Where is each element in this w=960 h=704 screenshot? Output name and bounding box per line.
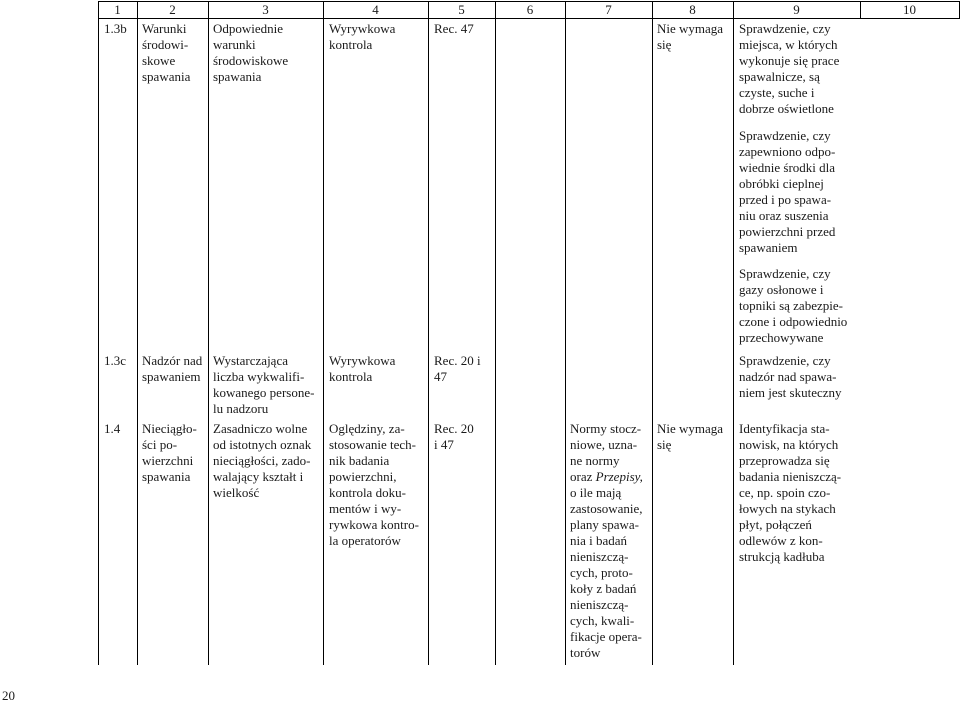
row-1-3b-tolerance: Nie wymaga się bbox=[657, 21, 724, 52]
row-1-3b-remark-2: Sprawdzenie, czy zapewniono odpo- wiednie środki dla obróbki cieplnej przed i po spawa- niu oraz suszenia powierzchni przed spawaniem bbox=[739, 128, 836, 255]
row-1-4-inspection: Oględziny, za- stosowanie tech- nik badania powierzchni, kontrola doku- mentów i wy- rywkowa kontro- la operatorów bbox=[329, 421, 419, 548]
col-border-8 bbox=[733, 1, 734, 665]
row-1-3b-inspection: Wyrywkowa kontrola bbox=[329, 21, 396, 52]
row-1-3c-item: Nadzór nad spawaniem bbox=[142, 353, 203, 384]
header-col-1: 1 bbox=[114, 2, 121, 17]
row-1-4-standards-part-a: Normy stocz- niowe, uzna- ne normy oraz bbox=[570, 421, 642, 484]
header-col-9: 9 bbox=[793, 2, 800, 17]
row-1-4-requirement: Zasadniczo wolne od istotnych oznak nieciągłości, zado- walający kształt i wielkość bbox=[213, 421, 312, 500]
row-1-3b-reference: Rec. 47 bbox=[434, 21, 474, 36]
row-1-3b-remark-1: Sprawdzenie, czy miejsca, w których wykonuje się prace spawalnicze, są czyste, suche i dobrze oświetlone bbox=[739, 21, 840, 116]
page-number: 20 bbox=[2, 688, 15, 703]
row-1-4-id: 1.4 bbox=[104, 421, 121, 436]
col-border-3 bbox=[323, 1, 324, 665]
header-col-5: 5 bbox=[458, 2, 465, 17]
row-1-4-remark: Identyfikacja sta- nowisk, na których przeprowadza się badania nieniszczą- ce, np. spoin czo- łowych na stykach płyt, połączeń odlewów z kon- strukcją kadłuba bbox=[739, 421, 842, 564]
header-col-8: 8 bbox=[689, 2, 696, 17]
row-1-4-standards-part-c: o ile mają zastosowanie, plany spawa- nia i badań nieniszczą- cych, proto- koły z badań nieniszczą- cych, kwali- fikacje opera- torów bbox=[570, 485, 643, 660]
row-1-3b-remark-3: Sprawdzenie, czy gazy osłonowe i topniki są zabezpie- czone i odpowiednio przechowywane bbox=[739, 266, 848, 345]
col-border-7 bbox=[652, 1, 653, 665]
row-1-3c-remark: Sprawdzenie, czy nadzór nad spawa- niem jest skuteczny bbox=[739, 353, 842, 400]
header-col-10: 10 bbox=[903, 2, 916, 17]
header-col-3: 3 bbox=[262, 2, 269, 17]
row-1-3c-inspection: Wyrywkowa kontrola bbox=[329, 353, 396, 384]
col-border-6 bbox=[565, 1, 566, 665]
col-border-0 bbox=[98, 1, 99, 665]
row-1-3c-reference: Rec. 20 i 47 bbox=[434, 353, 481, 384]
header-col-6: 6 bbox=[526, 2, 534, 17]
row-1-4-standards-part-b: Przepisy, bbox=[595, 469, 643, 484]
header-col-7: 7 bbox=[605, 2, 612, 17]
row-1-4-standards bbox=[570, 421, 643, 661]
row-1-4-reference: Rec. 20 i 47 bbox=[434, 421, 474, 452]
header-col-4: 4 bbox=[372, 2, 379, 17]
row-1-3b-id: 1.3b bbox=[104, 21, 127, 36]
row-1-4-item: Nieciągło- ści po- wierzchni spawania bbox=[142, 421, 197, 484]
header-bottom-border bbox=[98, 18, 960, 19]
row-1-3b-requirement: Odpowiednie warunki środowiskowe spawania bbox=[213, 21, 289, 84]
row-1-3b-item: Warunki środowi- skowe spawania bbox=[142, 21, 191, 84]
col-border-4 bbox=[428, 1, 429, 665]
col-border-1 bbox=[137, 1, 138, 665]
row-1-3c-id: 1.3c bbox=[104, 353, 127, 368]
row-1-3c-requirement: Wystarczająca liczba wykwalifi- kowanego persone- lu nadzoru bbox=[213, 353, 315, 416]
header-col-2: 2 bbox=[169, 2, 176, 17]
row-1-4-tolerance: Nie wymaga się bbox=[657, 421, 724, 452]
col-border-2 bbox=[208, 1, 209, 665]
col-border-5 bbox=[495, 1, 496, 665]
